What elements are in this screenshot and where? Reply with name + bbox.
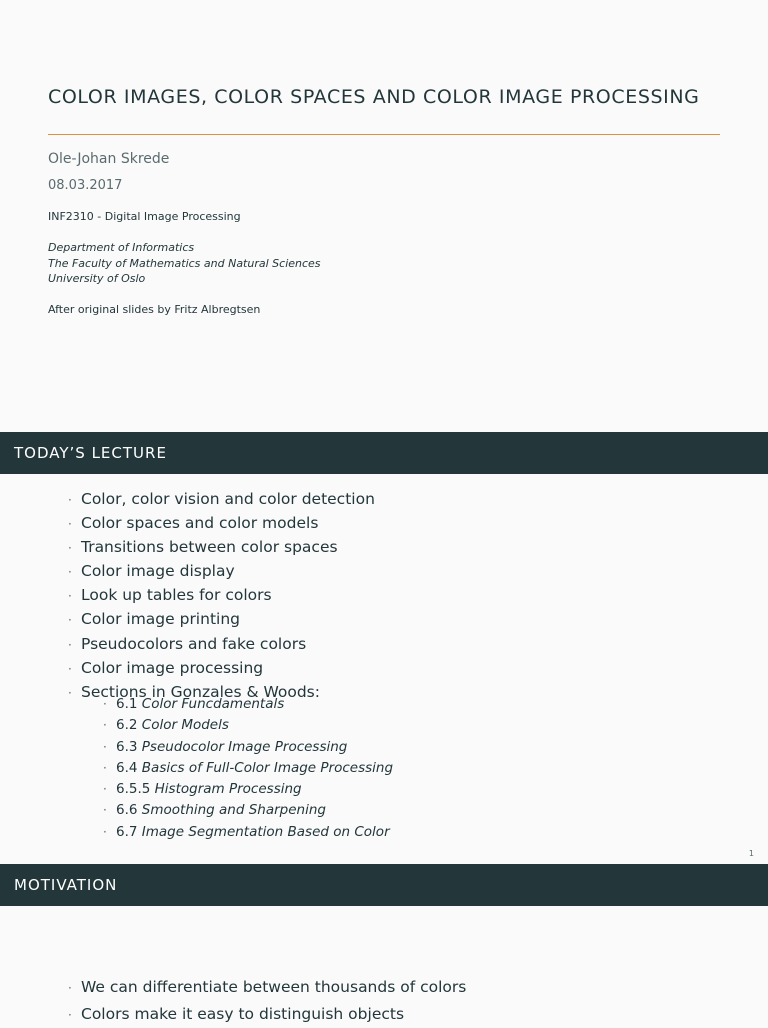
institution-block: [48, 240, 321, 287]
list-item: · Pseudocolors and fake colors: [68, 633, 375, 657]
bullet-icon: ·: [103, 760, 107, 775]
bullet-icon: ·: [68, 661, 72, 676]
lecture-frame-title: TODAY’S LECTURE: [0, 432, 768, 474]
section-item: · 6.2 Color Models: [103, 715, 393, 736]
institution-line: University of Oslo: [48, 272, 146, 285]
bullet-icon: ·: [68, 613, 72, 628]
list-item: · Color spaces and color models: [68, 512, 375, 536]
motivation-frame-title: MOTIVATION: [0, 864, 768, 906]
bullet-icon: ·: [68, 1008, 72, 1022]
bullet-icon: ·: [103, 697, 107, 711]
page-number: 1: [748, 849, 754, 858]
bullet-icon: ·: [68, 637, 72, 652]
lecture-topic-list: [68, 488, 375, 705]
institution-line: The Faculty of Mathematics and Natural Sciences: [48, 256, 321, 270]
list-item: · Color image printing: [68, 608, 375, 632]
bullet-icon: ·: [68, 589, 72, 604]
bullet-icon: ·: [68, 981, 72, 995]
bullet-icon: ·: [68, 685, 72, 700]
author-name: Ole-Johan Skrede: [48, 151, 170, 167]
list-item: · Color image display: [68, 560, 375, 584]
course-name: INF2310 - Digital Image Processing: [48, 210, 241, 223]
motivation-list: [68, 974, 466, 1028]
bullet-icon: ·: [68, 541, 72, 556]
section-item: · 6.1 Color Funcdamentals: [103, 694, 393, 715]
slide-title: COLOR IMAGES, COLOR SPACES AND COLOR IMAGE PROCESSING: [48, 86, 700, 108]
section-list: [103, 694, 393, 843]
bullet-icon: ·: [103, 718, 107, 733]
slide-credit: After original slides by Fritz Albregtsen: [48, 303, 261, 316]
list-item: · Color, color vision and color detection: [68, 488, 375, 512]
title-divider: [48, 134, 720, 135]
bullet-icon: ·: [68, 565, 72, 580]
bullet-icon: ·: [103, 803, 107, 818]
list-item: · Look up tables for colors: [68, 584, 375, 608]
section-item: · 6.7 Image Segmentation Based on Color: [103, 822, 393, 843]
institution-line: Department of Informatics: [48, 241, 195, 254]
list-item: · Color image processing: [68, 657, 375, 681]
bullet-icon: ·: [103, 782, 107, 797]
list-item: · Colors make it easy to distinguish objects: [68, 1001, 466, 1028]
list-item: · We can differentiate between thousands of colors: [68, 974, 466, 1001]
bullet-icon: ·: [68, 493, 72, 507]
bullet-icon: ·: [68, 517, 72, 532]
presentation-date: 08.03.2017: [48, 178, 123, 193]
bullet-icon: ·: [103, 824, 107, 839]
list-item: · Sections in Gonzales & Woods:: [68, 681, 375, 705]
bullet-icon: ·: [103, 739, 107, 754]
section-item: · 6.5.5 Histogram Processing: [103, 779, 393, 800]
section-item: · 6.3 Pseudocolor Image Processing: [103, 737, 393, 758]
section-item: · 6.6 Smoothing and Sharpening: [103, 800, 393, 821]
list-item: · Transitions between color spaces: [68, 536, 375, 560]
section-item: · 6.4 Basics of Full-Color Image Processing: [103, 758, 393, 779]
